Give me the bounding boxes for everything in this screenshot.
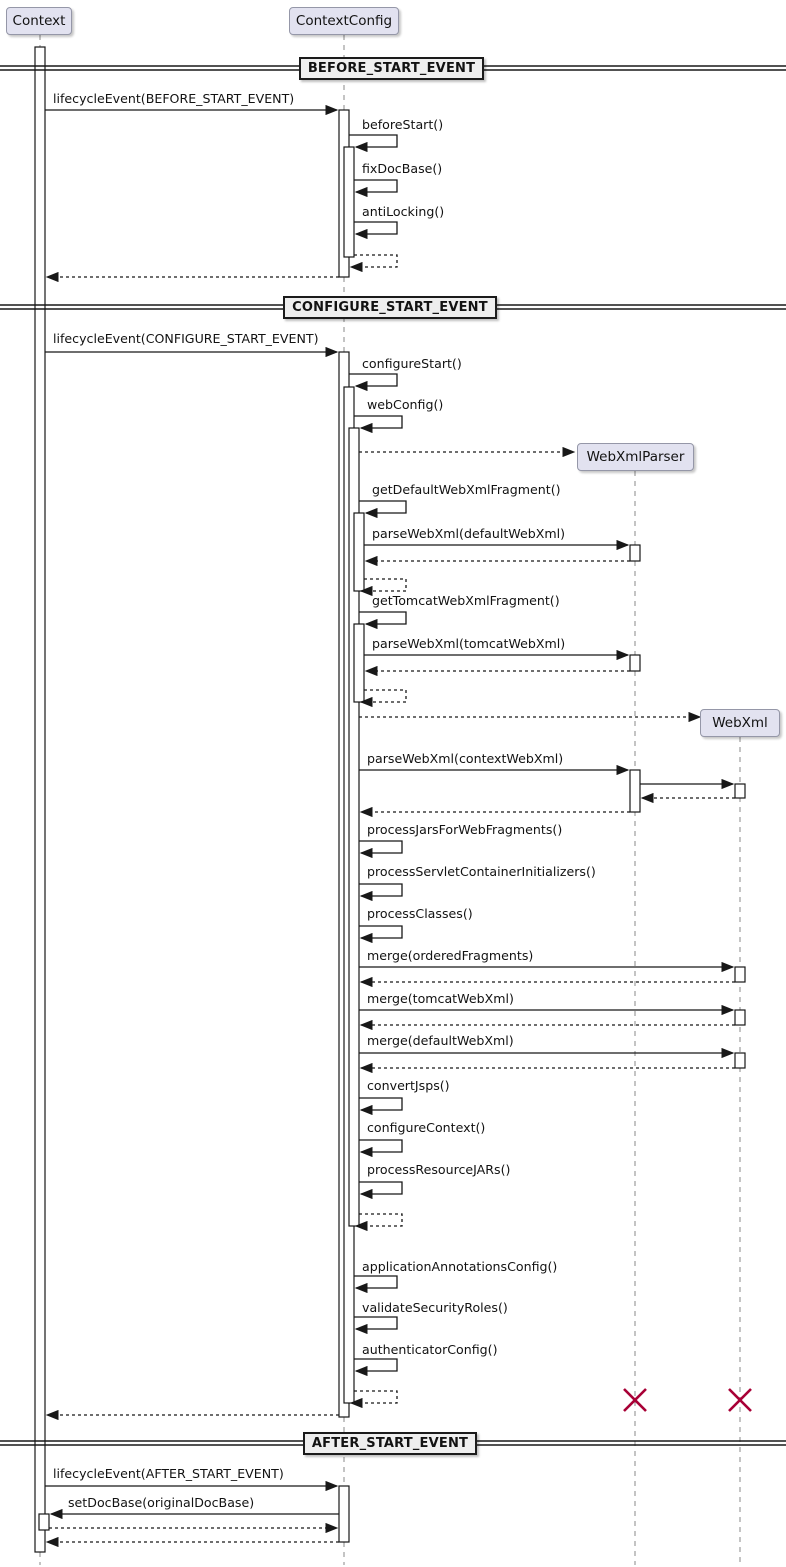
message-label: parseWebXml(tomcatWebXml) (372, 636, 566, 651)
self-call-arrow-getTomcatWebXmlFragment (359, 612, 406, 624)
message-label: applicationAnnotationsConfig() (362, 1259, 558, 1274)
return-arrow (361, 579, 406, 591)
self-call-arrow-processJarsForWebFragments (359, 841, 402, 853)
message-label: merge(orderedFragments) (367, 948, 534, 963)
self-call-arrow-processServletContainerInitializers (359, 884, 402, 896)
activation-webxmlparser (630, 655, 640, 671)
divider-label: AFTER_START_EVENT (311, 1436, 469, 1451)
activation-webxml (735, 967, 745, 982)
activation-webxml (735, 1010, 745, 1025)
message-label: authenticatorConfig() (362, 1342, 498, 1357)
divider-label: CONFIGURE_START_EVENT (292, 300, 488, 315)
self-call-arrow-configureContext (359, 1140, 402, 1152)
message-label: setDocBase(originalDocBase) (68, 1495, 255, 1510)
activation-webxmlparser (630, 770, 640, 812)
self-call-arrow-beforeStart (349, 135, 397, 147)
message-label: webConfig() (367, 397, 444, 412)
message-label: lifecycleEvent(BEFORE_START_EVENT) (53, 91, 295, 106)
message-label: merge(defaultWebXml) (367, 1033, 514, 1048)
message-label: validateSecurityRoles() (362, 1300, 508, 1315)
message-label: merge(tomcatWebXml) (367, 991, 514, 1006)
message-label: processResourceJARs() (367, 1162, 511, 1177)
self-call-arrow-fixDocBase (354, 180, 397, 192)
self-call-arrow-validateSecurityRoles (354, 1317, 397, 1329)
activation-contextconfig (354, 513, 364, 591)
divider-after-start-event (303, 1432, 477, 1455)
participant-label: Context (12, 13, 66, 29)
activation-context-main (35, 47, 45, 1552)
participant-label: WebXml (712, 715, 768, 731)
activation-webxmlparser (630, 545, 640, 561)
self-call-arrow-webConfig (354, 416, 402, 428)
participant-label: ContextConfig (295, 13, 393, 29)
message-label: processClasses() (367, 906, 473, 921)
message-label: configureContext() (367, 1120, 486, 1135)
self-call-arrow-authenticatorConfig (354, 1359, 397, 1371)
message-label: convertJsps() (367, 1078, 450, 1093)
return-arrow (356, 1214, 402, 1226)
activation-webxml (735, 784, 745, 798)
self-call-arrow-antiLocking (354, 222, 397, 234)
message-label: fixDocBase() (362, 161, 443, 176)
message-label: configureStart() (362, 356, 462, 371)
message-label: beforeStart() (362, 117, 444, 132)
divider-label: BEFORE_START_EVENT (307, 61, 476, 76)
message-label: lifecycleEvent(AFTER_START_EVENT) (53, 1466, 284, 1481)
return-arrow (361, 690, 406, 702)
activation-contextconfig (339, 1486, 349, 1542)
participant-webxmlparser (577, 443, 694, 471)
self-call-arrow-getDefaultWebXmlFragment (359, 501, 406, 513)
message-label: processServletContainerInitializers() (367, 864, 596, 879)
message-label: processJarsForWebFragments() (367, 822, 563, 837)
message-label: parseWebXml(contextWebXml) (367, 751, 564, 766)
return-arrow (351, 255, 397, 267)
activation-bars (35, 47, 745, 1552)
activation-contextconfig (344, 147, 354, 257)
participant-contextconfig (289, 7, 399, 35)
return-arrow (351, 1391, 397, 1403)
message-label: parseWebXml(defaultWebXml) (372, 526, 566, 541)
self-call-arrow-convertJsps (359, 1098, 402, 1110)
activation-context-nested (39, 1514, 49, 1530)
divider-before-start-event (299, 57, 484, 80)
destroy-icons (624, 1389, 751, 1411)
activation-contextconfig (354, 624, 364, 702)
message-label: antiLocking() (362, 204, 445, 219)
self-call-arrow-configureStart (349, 374, 397, 386)
message-label: getTomcatWebXmlFragment() (372, 593, 560, 608)
participant-webxml (700, 709, 780, 737)
self-call-arrow-processClasses (359, 926, 402, 938)
participant-label: WebXmlParser (586, 449, 685, 465)
message-label: getDefaultWebXmlFragment() (372, 482, 561, 497)
activation-webxml (735, 1053, 745, 1068)
participant-context (6, 7, 72, 35)
message-label: lifecycleEvent(CONFIGURE_START_EVENT) (53, 331, 319, 346)
divider-configure-start-event (283, 296, 497, 319)
self-call-arrow-applicationAnnotationsConfig (354, 1276, 397, 1288)
self-call-arrow-processResourceJARs (359, 1182, 402, 1194)
